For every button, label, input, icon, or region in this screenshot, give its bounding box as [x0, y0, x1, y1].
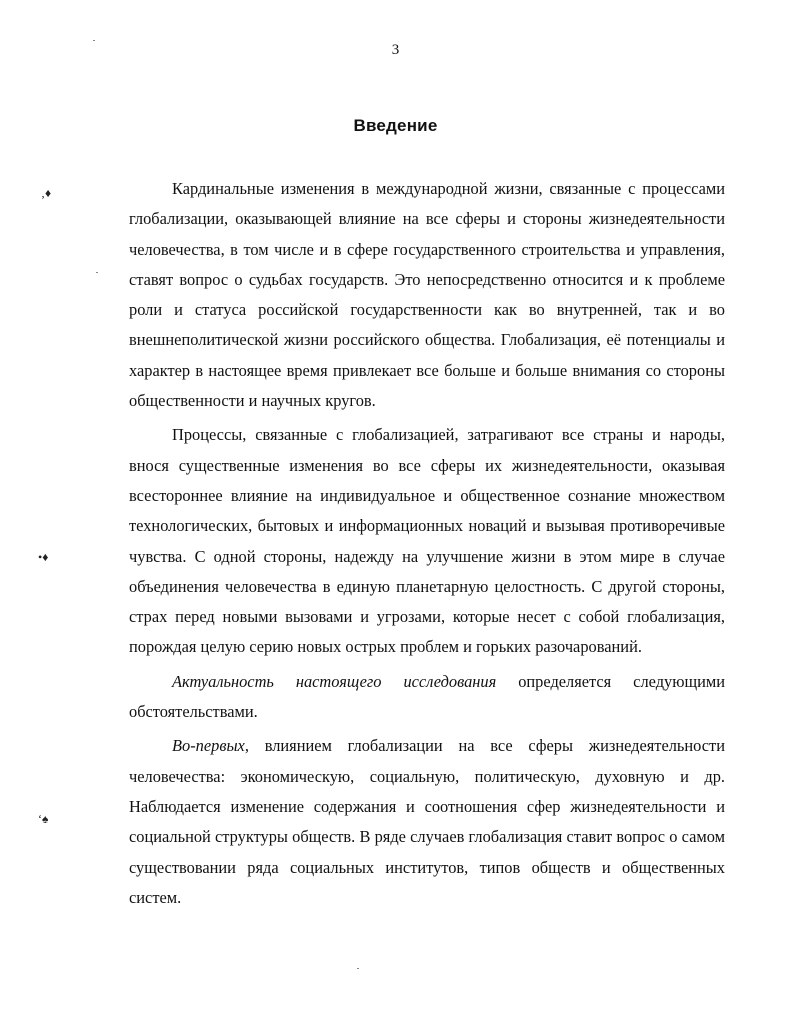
paragraph-1: Кардинальные изменения в международной жизни, связанные с процессами глобализации, оказывающей влияние на все сферы и стороны жизнедеятельности человечества, в том числе и в сфере государственного строительства и управления, ставят вопрос о судьбах государств. Это непосредственно относится и к проблеме роли и статуса российской государственности как во внутренней, так и во внешнеполитической жизни российского общества. Глобализация, её потенциалы и характер в настоящее время привлекает все больше и больше внимания со стороны общественности и научных кругов.	[129, 179, 725, 411]
scan-speck	[96, 272, 98, 273]
paragraph-4-italic-lead: Во-первых	[172, 736, 245, 756]
margin-mark-3: ‘♠	[38, 812, 49, 826]
section-heading: Введение	[353, 116, 438, 135]
margin-mark-2: •♦	[38, 550, 49, 564]
paragraph-3-text: определяется следующими обстоятельствами.	[129, 671, 726, 722]
margin-mark-1: ‚♦	[41, 186, 52, 200]
body-text	[129, 174, 725, 917]
paragraph-4-text: , влиянием глобализации на все сферы жизнедеятельности человечества: экономическую, социальную, политическую, духовную и др. Наблюдается изменение содержания и соотношения сфер жизнедеятельности и социальной структуры обществ. В ряде случаев глобализация ставит вопрос о самом существовании ряда социальных институтов, типов обществ и общественных систем.	[129, 736, 725, 907]
page-number: 3	[391, 42, 400, 58]
scan-speck	[93, 40, 95, 41]
paragraph-2: Процессы, связанные с глобализацией, затрагивают все страны и народы, внося существенные изменения во все сферы их жизнедеятельности, оказывая всестороннее влияние на индивидуальное и общественное сознание множеством технологических, бытовых и информационных новаций и вызывая противоречивые чувства. С одной стороны, надежду на улучшение жизни в этом мире в случае объединения человечества в единую планетарную целостность. С другой стороны, страх перед новыми вызовами и угрозами, которые несет с собой глобализация, порождая целую серию новых острых проблем и горьких разочарований.	[129, 425, 725, 657]
paragraph-3	[129, 667, 725, 728]
scan-speck	[357, 968, 359, 969]
paragraph-3-italic-lead: Актуальность настоящего исследования	[172, 671, 497, 691]
paragraph-4	[129, 731, 725, 913]
